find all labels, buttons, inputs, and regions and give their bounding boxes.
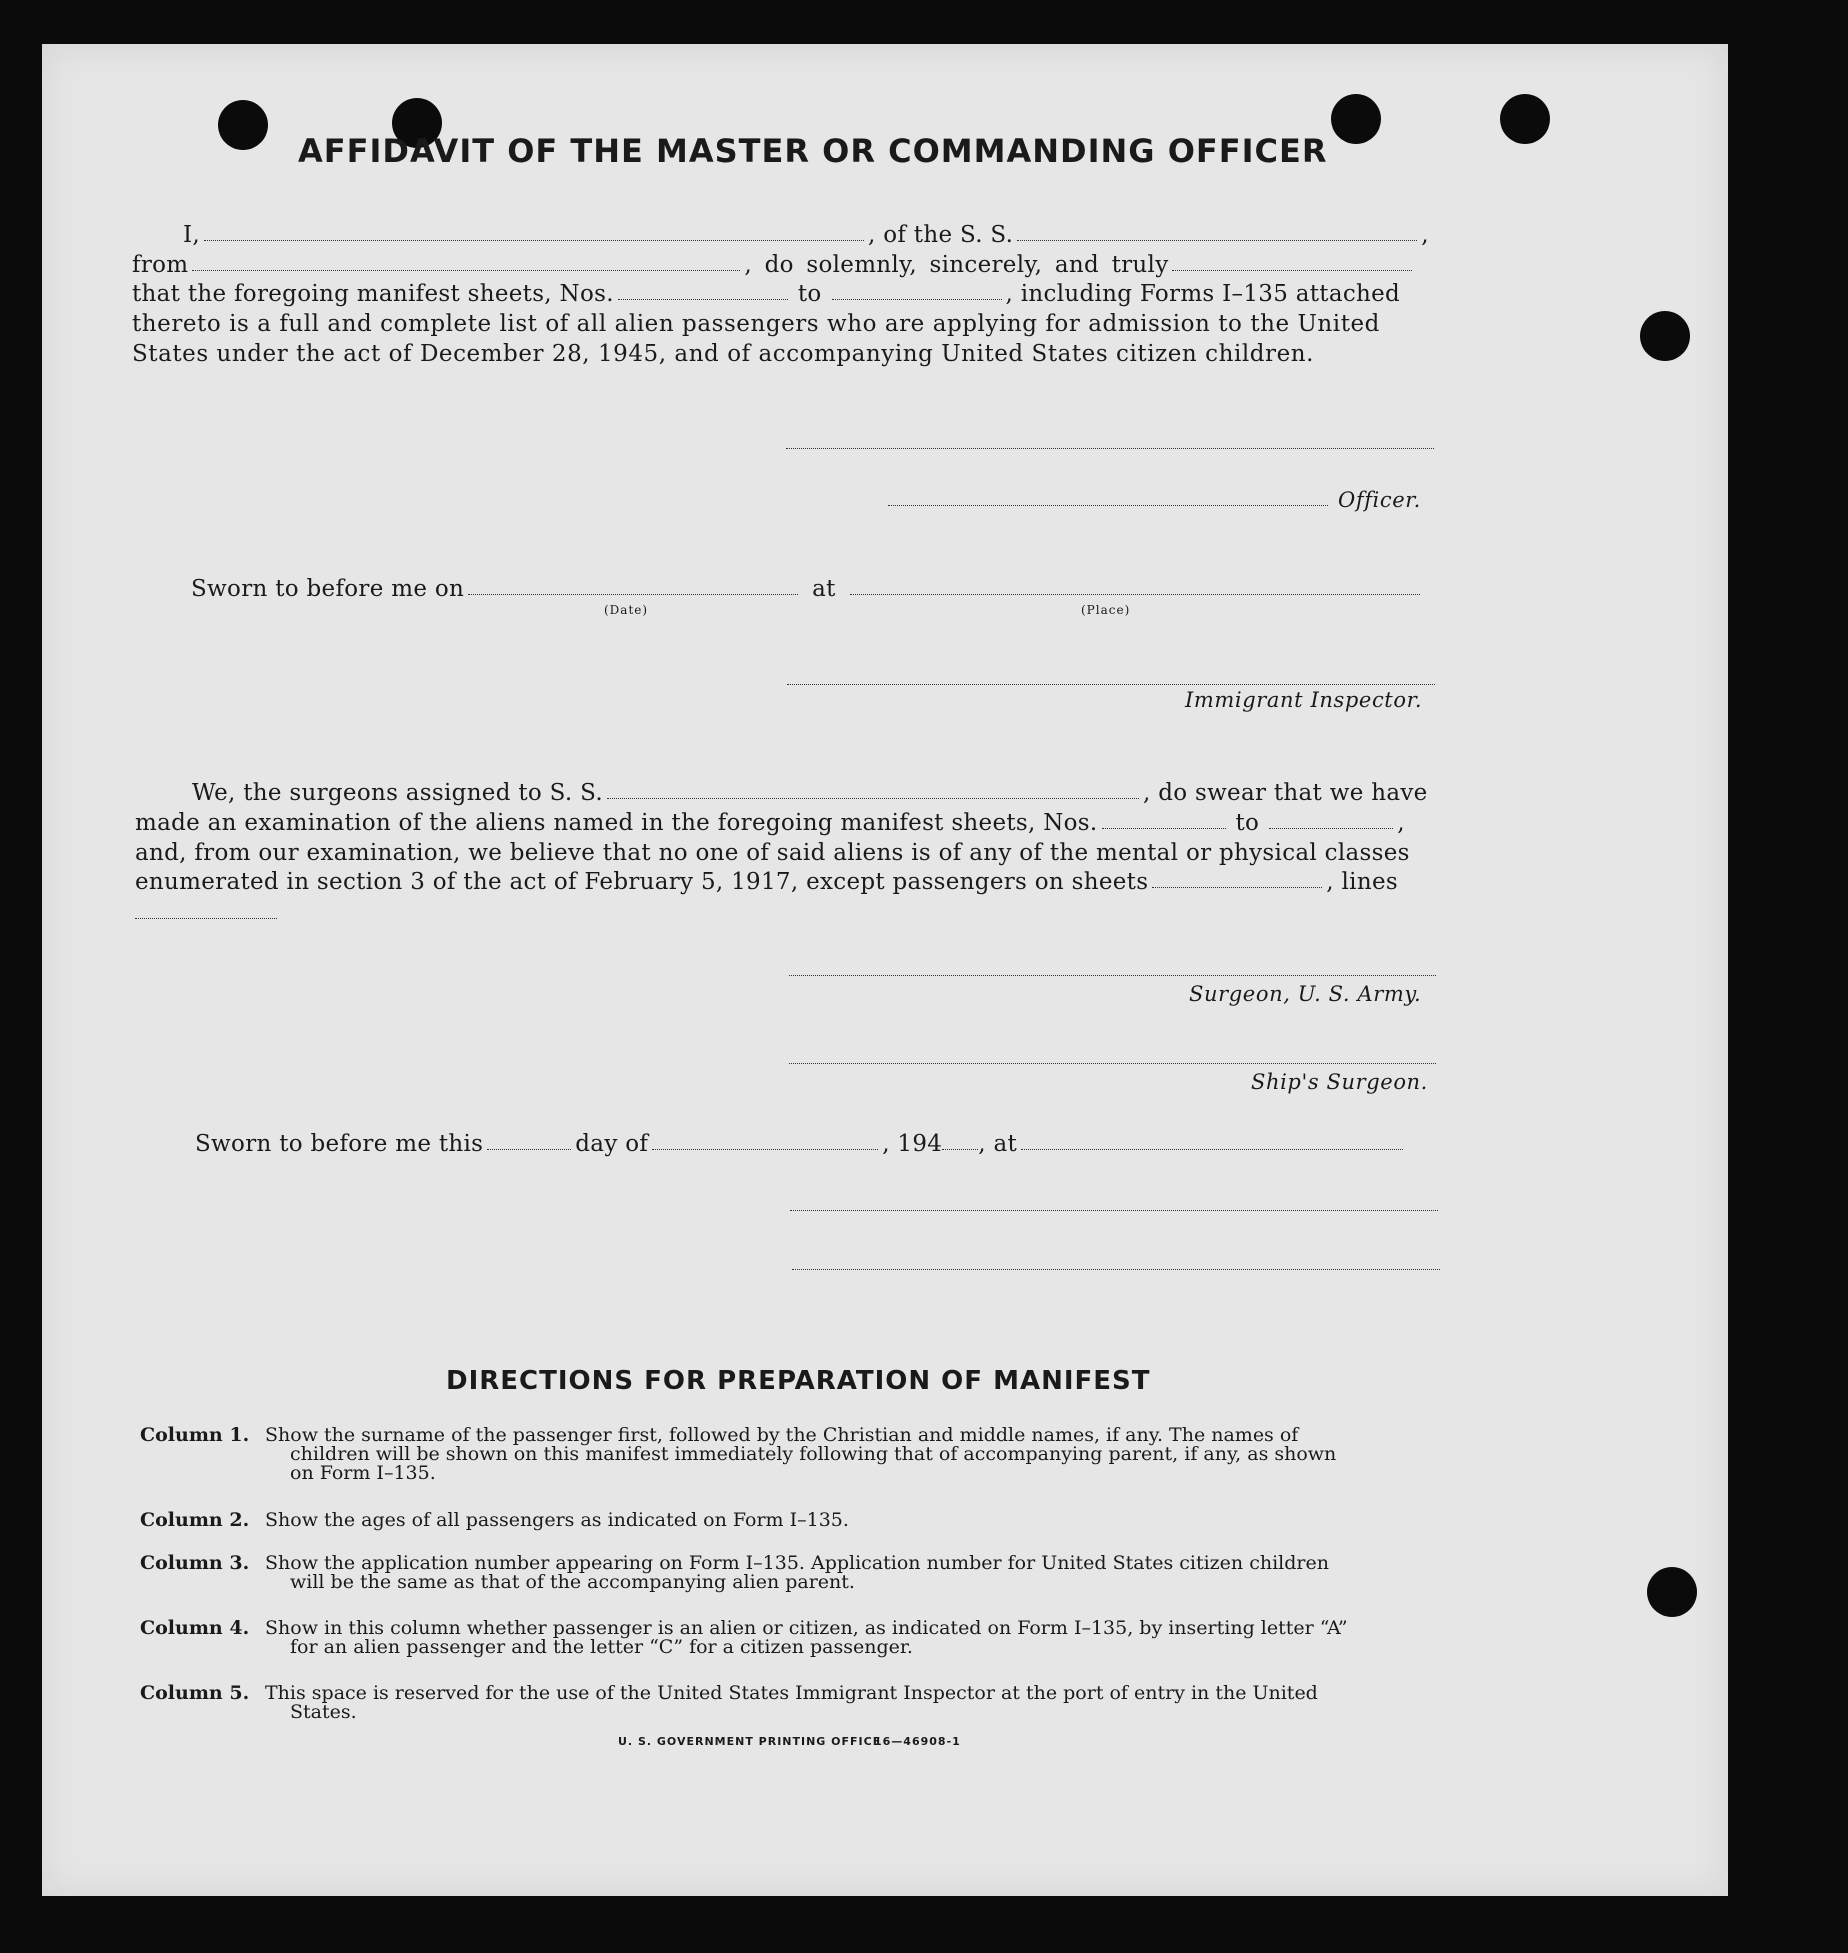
- directions-title: DIRECTIONS FOR PREPARATION OF MANIFEST: [446, 1366, 1151, 1396]
- inspector-caption: Immigrant Inspector.: [1185, 688, 1423, 712]
- punch-hole: [1647, 1567, 1697, 1617]
- except-lines-field[interactable]: [135, 918, 277, 919]
- officer-caption: Officer.: [1338, 488, 1421, 512]
- declaration-field[interactable]: [1172, 269, 1412, 271]
- sworn-date-field[interactable]: [468, 593, 798, 595]
- inspector-signature-line[interactable]: [787, 684, 1435, 685]
- master-name-field[interactable]: [204, 239, 864, 241]
- affidavit-line-3: that the foregoing manifest sheets, Nos. to , including Forms I–135 attached: [132, 281, 1401, 307]
- sworn-place-field[interactable]: [850, 593, 1420, 595]
- sworn-this-day-line: Sworn to before me this day of , 194 , at: [195, 1131, 1407, 1157]
- affidavit-title: AFFIDAVIT OF THE MASTER OR COMMANDING OFFICER: [298, 132, 1328, 170]
- army-surgeon-signature-line[interactable]: [789, 975, 1436, 976]
- examiner-signature-line-2[interactable]: [792, 1269, 1440, 1270]
- sheets-from-field[interactable]: [618, 298, 788, 300]
- surgeons-line-3: and, from our examination, we believe that no one of said aliens is of any of the mental or physical classes: [135, 840, 1410, 866]
- affidavit-line-5: States under the act of December 28, 1945, and of accompanying United States citizen children.: [132, 341, 1314, 367]
- ship-surgeon-signature-line[interactable]: [789, 1063, 1436, 1064]
- sworn-date-place-line: Sworn to before me on at: [191, 576, 1424, 602]
- affidavit-line-2: from , do solemnly, sincerely, and truly: [132, 252, 1416, 278]
- except-sheets-field[interactable]: [1152, 886, 1322, 888]
- surgeons-line-1: We, the surgeons assigned to S. S. , do swear that we have: [192, 780, 1428, 806]
- punch-hole: [1331, 94, 1381, 144]
- sworn-day-field[interactable]: [487, 1148, 571, 1150]
- place-caption: (Place): [1081, 603, 1131, 617]
- punch-hole: [1640, 311, 1690, 361]
- exam-sheets-from-field[interactable]: [1102, 827, 1226, 829]
- officer-signature-line[interactable]: [786, 448, 1434, 449]
- surgeons-line-4: enumerated in section 3 of the act of February 5, 1917, except passengers on sheets , lines: [135, 869, 1398, 895]
- ship-name-field[interactable]: [1017, 239, 1417, 241]
- port-from-field[interactable]: [192, 269, 740, 271]
- affidavit-line-4: thereto is a full and complete list of all alien passengers who are applying for admission to the United: [132, 311, 1380, 337]
- examiner-signature-line-1[interactable]: [790, 1210, 1438, 1211]
- exam-sheets-to-field[interactable]: [1269, 827, 1393, 829]
- army-surgeon-caption: Surgeon, U. S. Army.: [1189, 982, 1422, 1006]
- printer-imprint: U. S. GOVERNMENT PRINTING OFFICE: [618, 1735, 882, 1748]
- ship-surgeon-caption: Ship's Surgeon.: [1251, 1070, 1428, 1094]
- surgeons-ship-field[interactable]: [607, 797, 1139, 799]
- officer-title-line[interactable]: [888, 505, 1328, 506]
- surgeons-line-2: made an examination of the aliens named in the foregoing manifest sheets, Nos. to ,: [135, 810, 1405, 836]
- sworn-month-field[interactable]: [652, 1148, 878, 1150]
- punch-hole: [218, 100, 268, 150]
- sworn-year-field[interactable]: [942, 1148, 978, 1150]
- punch-hole: [1500, 94, 1550, 144]
- form-code: 16—46908-1: [874, 1735, 961, 1748]
- date-caption: (Date): [604, 603, 649, 617]
- affidavit-line-1: I, , of the S. S. ,: [183, 222, 1429, 248]
- sworn-at-field[interactable]: [1021, 1148, 1403, 1150]
- sheets-to-field[interactable]: [832, 298, 1002, 300]
